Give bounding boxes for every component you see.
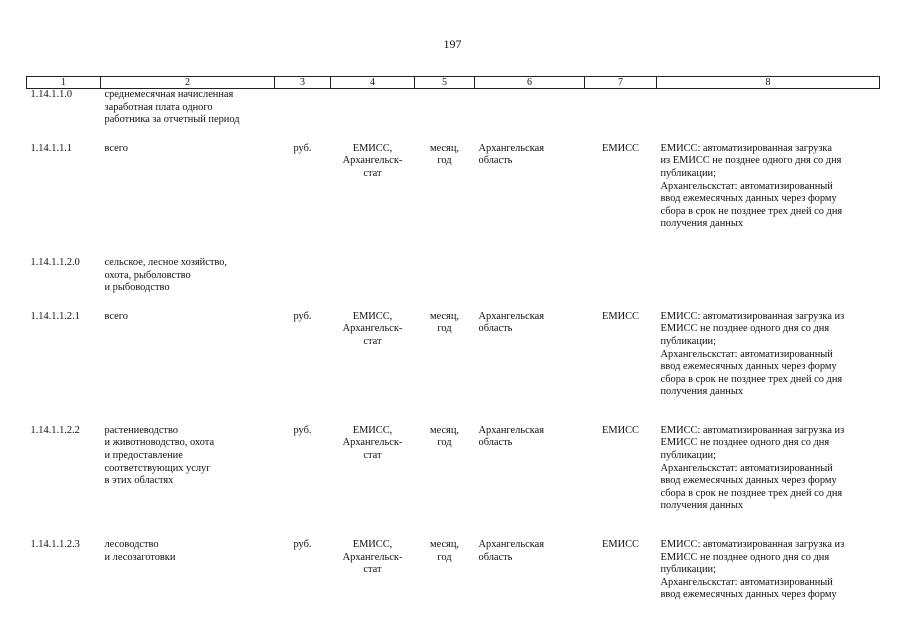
indicator-name-line: и животноводство, охота	[104, 437, 215, 449]
indicator-name-line: сельское, лесное хозяйство,	[104, 256, 228, 268]
periodicity-cell	[415, 143, 475, 257]
indicator-code: 1.14.1.1.0	[30, 89, 73, 100]
indicator-name-line: заработная плата одного	[104, 101, 213, 113]
collection-method-cell-line: публикации;	[660, 167, 716, 179]
system-cell: ЕМИСС	[602, 424, 639, 436]
indicator-name	[101, 257, 275, 311]
system-cell	[585, 257, 657, 311]
table-row	[27, 539, 880, 628]
periodicity-cell-line: месяц,	[430, 539, 459, 551]
source-cell	[331, 143, 415, 257]
collection-method-cell-line: из ЕМИСС не позднее одного дня со дня	[660, 155, 842, 167]
source-cell-line: стат	[363, 450, 382, 462]
unit-cell: руб.	[293, 310, 312, 322]
collection-method-cell-line: ЕМИСС не позднее одного дня со дня	[660, 551, 830, 563]
system-cell	[585, 89, 657, 143]
source-cell	[331, 539, 415, 628]
collection-method-cell	[657, 425, 880, 539]
collection-method-cell-line: Архангельскстат: автоматизированный	[660, 180, 833, 192]
collection-method-cell-line: ЕМИСС: автоматизированная загрузка из	[660, 310, 845, 322]
indicator-name-line: и лесозаготовки	[104, 551, 176, 563]
unit-cell: руб.	[293, 539, 312, 551]
column-number: 8	[657, 77, 880, 89]
territory-level-cell-line: Архангельская	[478, 310, 544, 322]
territory-level-cell-line: область	[478, 551, 513, 563]
table-row	[27, 257, 880, 311]
periodicity-cell-line: год	[437, 551, 452, 563]
collection-method-cell-line: Архангельскстат: автоматизированный	[660, 348, 833, 360]
source-cell-line: Архангельск-	[342, 155, 403, 167]
source-cell	[331, 311, 415, 425]
territory-level-cell-line: Архангельская	[478, 424, 544, 436]
periodicity-cell-line: год	[437, 323, 452, 335]
indicator-code: 1.14.1.1.2.1	[30, 310, 80, 322]
source-cell-line: Архангельск-	[342, 551, 403, 563]
collection-method-cell-line: ЕМИСС: автоматизированная загрузка из	[660, 539, 845, 551]
unit-cell: руб.	[293, 142, 312, 154]
collection-method-cell-line: ввод ежемесячных данных через форму	[660, 361, 837, 373]
column-number: 5	[415, 77, 475, 89]
indicator-name-line: соответствующих услуг	[104, 462, 211, 474]
column-number-row	[27, 77, 880, 89]
periodicity-cell-line: месяц,	[430, 142, 459, 154]
indicator-code: 1.14.1.1.2.3	[30, 539, 80, 551]
collection-method-cell-line: публикации;	[660, 450, 716, 462]
collection-method-cell-line: ввод ежемесячных данных через форму	[660, 193, 837, 205]
collection-method-cell-line: Архангельскстат: автоматизированный	[660, 576, 833, 588]
periodicity-cell-line: месяц,	[430, 424, 459, 436]
collection-method-cell-line: Архангельскстат: автоматизированный	[660, 462, 833, 474]
column-number: 7	[585, 77, 657, 89]
collection-method-cell	[657, 539, 880, 628]
periodicity-cell-line: месяц,	[430, 310, 459, 322]
collection-method-cell-line: сбора в срок не позднее трех дней со дня	[660, 373, 843, 385]
collection-method-cell	[657, 257, 880, 311]
column-number: 4	[331, 77, 415, 89]
source-cell-line: ЕМИСС,	[352, 142, 393, 154]
collection-method-cell	[657, 311, 880, 425]
territory-level-cell-line: Архангельская	[478, 142, 544, 154]
system-cell: ЕМИСС	[602, 539, 639, 551]
unit-cell: руб.	[293, 424, 312, 436]
table-body	[27, 89, 880, 629]
collection-method-cell-line: ЕМИСС не позднее одного дня со дня	[660, 437, 830, 449]
source-cell-line: ЕМИСС,	[352, 310, 393, 322]
source-cell-line: ЕМИСС,	[352, 424, 393, 436]
territory-level-cell	[475, 257, 585, 311]
indicator-name-line: работника за отчетный период	[104, 114, 240, 126]
table-row	[27, 425, 880, 539]
indicator-table	[26, 76, 880, 628]
source-cell	[331, 89, 415, 143]
table-row	[27, 89, 880, 143]
periodicity-cell	[415, 89, 475, 143]
source-cell-line: Архангельск-	[342, 323, 403, 335]
indicator-name-line: охота, рыболовство	[104, 269, 191, 281]
periodicity-cell	[415, 257, 475, 311]
collection-method-cell-line: публикации;	[660, 335, 716, 347]
indicator-name-line: растениеводство	[104, 424, 179, 436]
unit-cell	[275, 89, 331, 143]
column-number: 1	[27, 77, 101, 89]
collection-method-cell-line: ввод ежемесячных данных через форму	[660, 589, 837, 601]
indicator-name-line: лесоводство	[104, 539, 159, 551]
table-row	[27, 311, 880, 425]
territory-level-cell	[475, 539, 585, 628]
source-cell	[331, 257, 415, 311]
source-cell	[331, 425, 415, 539]
indicator-name-line: и рыбоводство	[104, 282, 170, 294]
source-cell-line: Архангельск-	[342, 437, 403, 449]
territory-level-cell	[475, 425, 585, 539]
collection-method-cell-line: публикации;	[660, 564, 716, 576]
territory-level-cell-line: область	[478, 437, 513, 449]
collection-method-cell-line: получения данных	[660, 218, 744, 230]
column-number: 2	[101, 77, 275, 89]
system-cell: ЕМИСС	[602, 142, 639, 154]
indicator-code: 1.14.1.1.2.2	[30, 424, 80, 436]
territory-level-cell-line: область	[478, 155, 513, 167]
collection-method-cell	[657, 89, 880, 143]
table-row	[27, 143, 880, 257]
periodicity-cell	[415, 311, 475, 425]
column-number: 3	[275, 77, 331, 89]
indicator-name	[101, 143, 275, 257]
indicator-code: 1.14.1.1.1	[30, 142, 73, 154]
collection-method-cell-line: получения данных	[660, 386, 744, 398]
territory-level-cell	[475, 311, 585, 425]
periodicity-cell-line: год	[437, 437, 452, 449]
source-cell-line: стат	[363, 564, 382, 576]
source-cell-line: стат	[363, 167, 382, 179]
indicator-name-line: в этих областях	[104, 475, 174, 487]
collection-method-cell-line: получения данных	[660, 500, 744, 512]
indicator-code: 1.14.1.1.2.0	[30, 256, 80, 268]
territory-level-cell	[475, 89, 585, 143]
source-cell-line: стат	[363, 335, 382, 347]
page-number: 197	[443, 37, 462, 51]
collection-method-cell-line: сбора в срок не позднее трех дней со дня	[660, 487, 843, 499]
collection-method-cell	[657, 143, 880, 257]
collection-method-cell-line: ЕМИСС не позднее одного дня со дня	[660, 323, 830, 335]
indicator-name	[101, 311, 275, 425]
collection-method-cell-line: ЕМИСС: автоматизированная загрузка из	[660, 424, 845, 436]
periodicity-cell-line: год	[437, 155, 452, 167]
indicator-name	[101, 425, 275, 539]
periodicity-cell	[415, 425, 475, 539]
indicator-name-line: среднемесячная начисленная	[104, 89, 234, 100]
collection-method-cell-line: сбора в срок не позднее трех дней со дня	[660, 205, 843, 217]
indicator-name-line: всего	[104, 142, 128, 154]
territory-level-cell-line: область	[478, 323, 513, 335]
periodicity-cell	[415, 539, 475, 628]
system-cell: ЕМИСС	[602, 310, 639, 322]
indicator-name	[101, 539, 275, 628]
indicator-name	[101, 89, 275, 143]
territory-level-cell-line: Архангельская	[478, 539, 544, 551]
collection-method-cell-line: ЕМИСС: автоматизированная загрузка	[660, 142, 832, 154]
unit-cell	[275, 257, 331, 311]
source-cell-line: ЕМИСС,	[352, 539, 393, 551]
collection-method-cell-line: ввод ежемесячных данных через форму	[660, 475, 837, 487]
territory-level-cell	[475, 143, 585, 257]
column-number: 6	[475, 77, 585, 89]
indicator-name-line: всего	[104, 310, 128, 322]
indicator-name-line: и предоставление	[104, 450, 183, 462]
